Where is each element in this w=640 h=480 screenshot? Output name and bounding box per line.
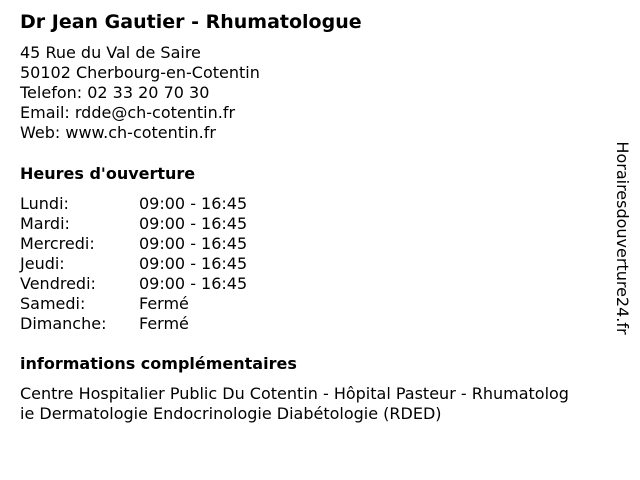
phone-line: Telefon: 02 33 20 70 30 [20,83,210,102]
contact-block [20,43,260,143]
day-label: Mardi: [20,214,70,233]
additional-info-heading: informations complémentaires [20,354,297,373]
day-label: Jeudi: [20,254,65,273]
day-label: Samedi: [20,294,86,313]
time-value: 09:00 - 16:45 [139,194,248,213]
day-label: Lundi: [20,194,69,213]
time-value: 09:00 - 16:45 [139,274,248,293]
time-value: 09:00 - 16:45 [139,234,248,253]
page-title: Dr Jean Gautier - Rhumatologue [20,11,362,33]
day-label: Dimanche: [20,314,107,333]
time-value: Fermé [139,314,189,333]
info-line-1: Centre Hospitalier Public Du Cotentin - Hôpital Pasteur - Rhumatolog [20,384,569,403]
time-value: 09:00 - 16:45 [139,214,248,233]
additional-info-text [20,384,625,424]
site-watermark: Horairesdouverture24.fr [613,141,632,335]
email-line: Email: rdde@ch-cotentin.fr [20,103,236,122]
time-value: 09:00 - 16:45 [139,254,248,273]
city-line: 50102 Cherbourg-en-Cotentin [20,63,260,82]
time-value: Fermé [139,294,189,313]
address-line: 45 Rue du Val de Saire [20,43,201,62]
opening-hours-heading: Heures d'ouverture [20,164,196,183]
day-label: Vendredi: [20,274,96,293]
info-line-2: ie Dermatologie Endocrinologie Diabétologie (RDED) [20,404,442,423]
web-line: Web: www.ch-cotentin.fr [20,123,216,142]
day-label: Mercredi: [20,234,95,253]
